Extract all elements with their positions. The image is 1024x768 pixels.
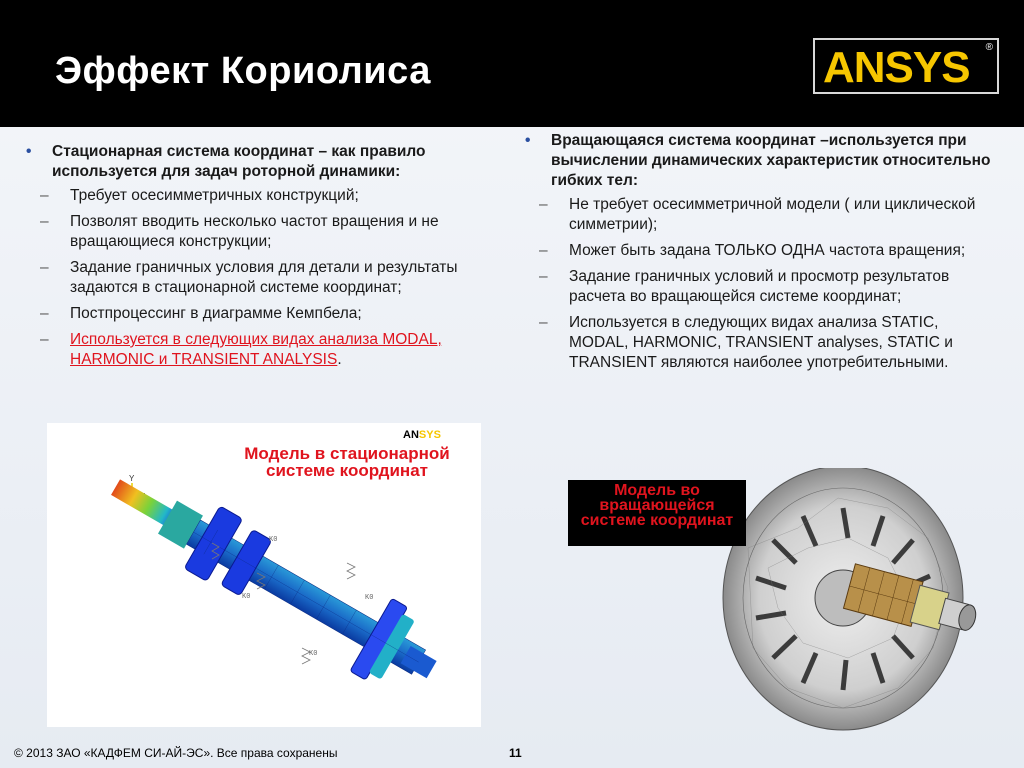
left-bullet-text: Стационарная система координат – как правило используется для задач роторной динамики:: [52, 143, 426, 180]
mini-ansys-logo: ANSYS: [403, 429, 441, 441]
list-item: [26, 304, 496, 324]
list-item: [525, 241, 995, 261]
list-item: [26, 186, 496, 206]
bullet-icon: •: [26, 143, 32, 160]
list-item-text: Задание граничных условия для детали и результаты задаются в стационарной системе координат;: [70, 259, 458, 296]
list-item-text: Не требует осесимметричной модели ( или циклической симметрии);: [569, 196, 976, 233]
dash-icon: –: [40, 187, 49, 204]
list-item-text: Может быть задана ТОЛЬКО ОДНА частота вращения;: [569, 242, 966, 259]
left-sublist: [26, 186, 496, 370]
stationary-model-image: [47, 423, 481, 727]
right-column: [525, 131, 995, 379]
right-bullet: [525, 131, 995, 191]
list-item-text: Требует осесимметричных конструкций;: [70, 187, 359, 204]
dash-icon: –: [40, 305, 49, 322]
ansys-logo: [813, 38, 999, 94]
registered-mark: ®: [985, 42, 993, 53]
node-label: K0: [242, 593, 251, 601]
list-item: [26, 212, 496, 252]
right-bullet-text: Вращающаяся система координат –используется при вычислении динамических характеристик относительно гибких тел:: [551, 132, 991, 189]
dash-icon: –: [539, 196, 548, 213]
list-item-text: Постпроцессинг в диаграмме Кемпбела;: [70, 305, 362, 322]
rotating-model-caption: Модель во вращающейся системе координат: [568, 480, 746, 546]
list-item: [525, 195, 995, 235]
list-item-text: Используется в следующих видах анализа STATIC, MODAL, HARMONIC, TRANSIENT analyses, STATIC и TRANSIENT являются наиболее употребительными.: [569, 314, 953, 371]
dash-icon: –: [40, 331, 49, 348]
node-label: K0: [365, 594, 374, 602]
list-item: [26, 258, 496, 298]
dash-icon: –: [539, 314, 548, 331]
list-item: [525, 267, 995, 307]
node-label: K0: [269, 536, 278, 544]
list-item-text: Задание граничных условий и просмотр результатов расчета во вращающейся системе координат;: [569, 268, 950, 305]
copyright-footer: © 2013 ЗАО «КАДФЕМ СИ-АЙ-ЭС». Все права сохранены: [14, 746, 338, 760]
list-item: [26, 330, 496, 370]
svg-text:Y: Y: [129, 474, 135, 483]
bullet-icon: •: [525, 132, 531, 149]
left-column: [26, 142, 496, 376]
stationary-model-caption: Модель в стационарной системе координат: [244, 444, 450, 480]
ansys-logo-text: ANSYS: [823, 43, 970, 92]
dash-icon: –: [40, 259, 49, 276]
dash-icon: –: [539, 242, 548, 259]
list-item-text: Позволят вводить несколько частот вращения и не вращающиеся конструкции;: [70, 213, 439, 250]
slide-title: Эффект Кориолиса: [55, 50, 431, 92]
dash-icon: –: [40, 213, 49, 230]
node-label: K0: [309, 650, 318, 658]
left-bullet: [26, 142, 496, 182]
dash-icon: –: [539, 268, 548, 285]
rotor-shaft-figure: [47, 423, 481, 727]
title-bar: [0, 0, 1024, 127]
list-item: [525, 313, 995, 373]
analysis-types-link[interactable]: Используется в следующих видах анализа MODAL, HARMONIC и TRANSIENT ANALYSIS: [70, 331, 442, 368]
page-number: 11: [509, 746, 522, 760]
rotating-model-image: [708, 468, 1024, 734]
link-tail: .: [337, 351, 342, 368]
right-sublist: [525, 195, 995, 373]
